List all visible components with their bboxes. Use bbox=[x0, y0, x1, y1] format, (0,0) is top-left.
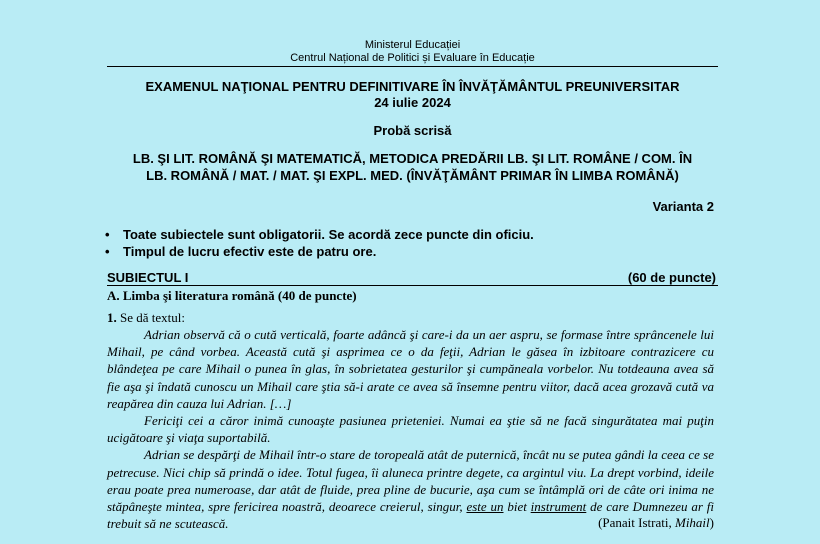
underlined-word: instrument bbox=[530, 499, 587, 515]
task-text: Se dă textul: bbox=[120, 310, 185, 325]
ministry-name: Ministerul Educației bbox=[364, 39, 461, 51]
exam-title: EXAMENUL NAŢIONAL PENTRU DEFINITIVARE ÎN ÎNVĂŢĂMÂNTUL PREUNIVERSITAR bbox=[145, 79, 680, 94]
work-title: Mihail bbox=[674, 515, 710, 530]
bullet-icon: • bbox=[105, 244, 110, 259]
rule-item: • Toate subiectele sunt obligatorii. Se acordă zece puncte din oficiu. bbox=[105, 227, 534, 242]
probe-type: Probă scrisă bbox=[373, 123, 452, 138]
subject-line-2: LB. ROMÂNĂ / MAT. / MAT. ŞI EXPL. MED. (ÎNVĂŢĂMÂNT PRIMAR ÎN LIMBA ROMÂNĂ) bbox=[146, 168, 679, 183]
section-divider bbox=[107, 285, 718, 286]
passage-paragraph-2: Fericiţi cei a căror inimă cunoaşte pasiunea prieteniei. Numai ea ştie să ne facă singurătatea mai puţin ucigătoare şi viaţa suportabilă. bbox=[107, 413, 714, 446]
section-header bbox=[107, 270, 716, 286]
underlined-phrase: este un bbox=[466, 499, 504, 515]
bullet-icon: • bbox=[105, 227, 110, 242]
exam-title-block bbox=[105, 79, 720, 111]
section-title: SUBIECTUL I bbox=[107, 270, 189, 285]
exam-rules bbox=[105, 226, 534, 260]
passage-source: (Panait Istrati, Mihail) bbox=[598, 515, 714, 530]
subject-line-1: LB. ŞI LIT. ROMÂNĂ ŞI MATEMATICĂ, METODICA PREDĂRII LB. ŞI LIT. ROMÂNE / COM. ÎN bbox=[132, 151, 693, 166]
subsection-title: A. Limba şi literatura română (40 de puncte) bbox=[107, 288, 357, 303]
passage-paragraph-3: Adrian se despărţi de Mihail într-o stare de toropeală atât de puternică, încât nu se putea gândi la ceea ce se petrecuse. Nici chip să prindă o idee. Totul fugea, îi aluneca printre degete, ca argintul viu. La drept vorbind, ideile erau poate prea numeroase, dar atât de fluide, prea pline de bucurie, aşa cum se întâmplă ori de câte ori inima ne stăpâneşte mintea, spre fericirea noastră, deoarece creierul, singur, este un biet instrument de care Dumnezeu ar fi trebuit să ne scutească. bbox=[107, 447, 715, 532]
header-divider bbox=[107, 66, 718, 67]
task-prompt bbox=[107, 310, 185, 326]
rule-item: • Timpul de lucru efectiv este de patru ore. bbox=[105, 244, 377, 259]
exam-page bbox=[105, 0, 720, 544]
passage-paragraph-1: Adrian observă că o cută verticală, foarte adâncă şi care-i da un aer aspru, se formase între sprâncenele lui Mihail, pe când vorbea. Această cută şi asprimea ce o da feţii, Adrian le găsea în izbitoare contrazicere cu blândeţea pe care Mihail o punea în glas, în sobrietatea gesturilor şi cumpăneala vorbelor. Nu totdeauna avea să fie aşa şi îndată cunoscu un Mihail care ştia să-i arate ce avea să însemne pentru viitor, dacă acea grozavă cută va reapărea din cauza lui Adrian. […] bbox=[107, 327, 714, 411]
literary-passage bbox=[107, 326, 714, 532]
exam-subject bbox=[105, 150, 720, 184]
variant-label: Varianta 2 bbox=[652, 199, 714, 214]
exam-date: 24 iulie 2024 bbox=[374, 95, 451, 110]
task-number: 1. bbox=[107, 310, 117, 325]
issuing-organization bbox=[105, 39, 720, 65]
center-name: Centrul Național de Politici și Evaluare în Educație bbox=[290, 52, 535, 64]
section-points: (60 de puncte) bbox=[627, 270, 716, 285]
